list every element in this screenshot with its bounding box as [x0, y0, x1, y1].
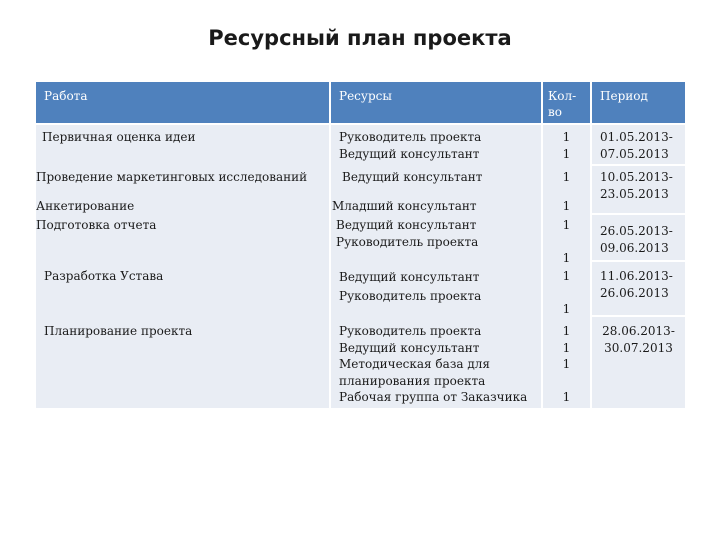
header-resources: Ресурсы	[339, 89, 392, 103]
header-period: Период	[600, 89, 648, 103]
row-work: Планирование проекта	[44, 324, 193, 338]
row-period: 01.05.2013- 07.05.2013	[600, 130, 673, 161]
row-work: Первичная оценка идеи	[42, 130, 196, 144]
row-qty: 1 1 1 1	[562, 324, 571, 404]
row-work: Подготовка отчета	[36, 218, 157, 232]
header-qty: Кол- во	[548, 89, 577, 119]
row-qty: 1	[562, 199, 571, 213]
row-resources: Ведущий консультант	[342, 170, 483, 184]
work-column-bg	[36, 125, 329, 408]
header-work: Работа	[44, 89, 88, 103]
row-period: 11.06.2013- 26.06.2013	[600, 269, 673, 300]
row-work: Разработка Устава	[44, 269, 164, 283]
row-period: 28.06.2013- 30.07.2013	[602, 324, 675, 355]
row-qty: 1 1	[562, 218, 571, 265]
row-resources: Ведущий консультант Руководитель проекта	[339, 270, 482, 303]
row-period: 26.05.2013- 09.06.2013	[600, 224, 673, 255]
row-resources: Руководитель проекта Ведущий консультант	[339, 130, 482, 161]
page-title: Ресурсный план проекта	[208, 26, 512, 50]
row-work: Анкетирование	[36, 199, 135, 213]
row-resources: Ведущий консультант Руководитель проекта	[336, 218, 479, 249]
row-qty: 1 1	[562, 130, 571, 161]
row-qty: 1 1	[562, 269, 571, 316]
row-resources: Руководитель проекта Ведущий консультант Методическая база для планирования проекта Рабочая группа от Заказчика	[339, 324, 528, 404]
row-work: Проведение маркетинговых исследований	[36, 170, 308, 184]
resource-plan-table	[36, 82, 685, 408]
row-period: 10.05.2013- 23.05.2013	[600, 170, 673, 201]
row-resources: Младший консультант	[332, 199, 477, 213]
row-qty: 1	[562, 170, 571, 184]
